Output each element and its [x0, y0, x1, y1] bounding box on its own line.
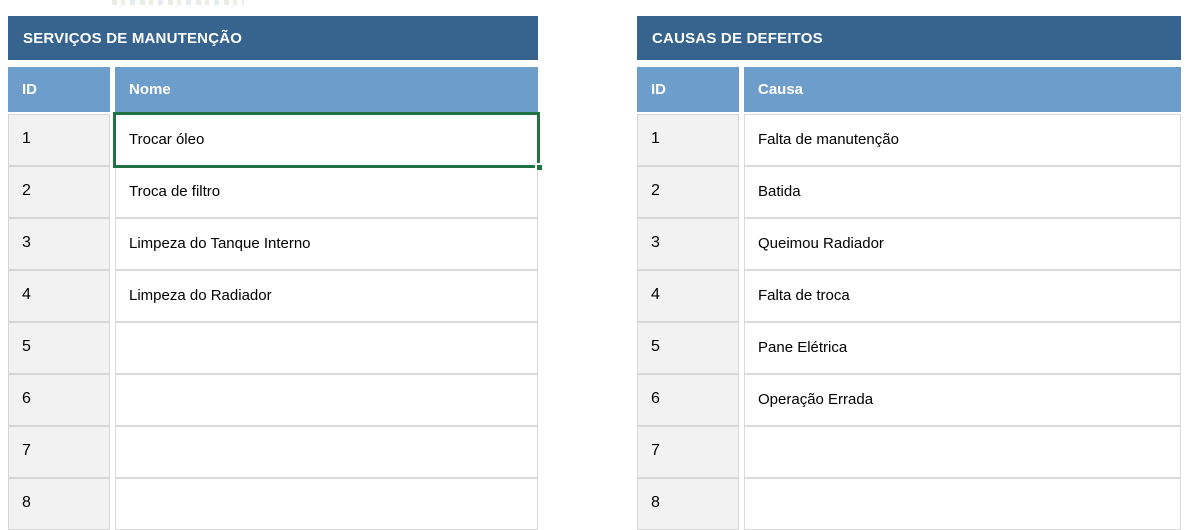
id-cell[interactable]: 7 [637, 426, 739, 478]
causes-table-header-row [637, 67, 1181, 112]
value-cell[interactable]: Batida [744, 166, 1181, 218]
id-cell[interactable]: 5 [637, 322, 739, 374]
value-cell[interactable]: Troca de filtro [115, 166, 538, 218]
id-cell[interactable]: 2 [8, 166, 110, 218]
value-cell[interactable]: Falta de manutenção [744, 114, 1181, 166]
table-row [637, 166, 1181, 218]
value-cell[interactable] [115, 426, 538, 478]
table-row [8, 166, 538, 218]
table-row [8, 114, 538, 166]
value-cell[interactable]: Queimou Radiador [744, 218, 1181, 270]
selected-cell[interactable] [115, 114, 538, 166]
value-cell[interactable]: Limpeza do Radiador [115, 270, 538, 322]
selection-fill-handle[interactable] [535, 163, 542, 170]
id-cell[interactable]: 5 [8, 322, 110, 374]
table-row [637, 114, 1181, 166]
table-row [8, 322, 538, 374]
id-cell[interactable]: 8 [8, 478, 110, 530]
table-row [8, 218, 538, 270]
table-row [8, 374, 538, 426]
clipped-text-remnant [112, 0, 244, 5]
services-table [8, 16, 538, 530]
causes-table [637, 16, 1181, 530]
services-table-header-row [8, 67, 538, 112]
table-row [637, 218, 1181, 270]
services-table-title[interactable]: SERVIÇOS DE MANUTENÇÃO [8, 16, 538, 60]
causes-table-rows [637, 114, 1181, 530]
value-cell[interactable]: Operação Errada [744, 374, 1181, 426]
value-cell[interactable]: Pane Elétrica [744, 322, 1181, 374]
table-row [637, 478, 1181, 530]
value-cell[interactable] [115, 322, 538, 374]
services-nome-column-header[interactable]: Nome [115, 67, 538, 112]
value-cell[interactable]: Limpeza do Tanque Interno [115, 218, 538, 270]
value-cell[interactable] [744, 426, 1181, 478]
table-row [637, 270, 1181, 322]
causes-id-column-header[interactable]: ID [637, 67, 739, 112]
id-cell[interactable]: 3 [637, 218, 739, 270]
id-cell[interactable]: 7 [8, 426, 110, 478]
value-cell[interactable] [115, 478, 538, 530]
table-row [8, 426, 538, 478]
table-row [8, 478, 538, 530]
id-cell[interactable]: 8 [637, 478, 739, 530]
table-row [637, 426, 1181, 478]
value-cell[interactable] [115, 374, 538, 426]
table-row [8, 270, 538, 322]
causes-causa-column-header[interactable]: Causa [744, 67, 1181, 112]
id-cell[interactable]: 3 [8, 218, 110, 270]
selected-cell-text: Trocar óleo [129, 130, 205, 148]
services-id-column-header[interactable]: ID [8, 67, 110, 112]
table-row [637, 374, 1181, 426]
id-cell[interactable]: 1 [8, 114, 110, 166]
id-cell[interactable]: 6 [637, 374, 739, 426]
causes-table-title[interactable]: CAUSAS DE DEFEITOS [637, 16, 1181, 60]
value-cell[interactable] [744, 478, 1181, 530]
services-table-rows [8, 114, 538, 530]
id-cell[interactable]: 2 [637, 166, 739, 218]
value-cell[interactable]: Falta de troca [744, 270, 1181, 322]
table-row [637, 322, 1181, 374]
id-cell[interactable]: 4 [637, 270, 739, 322]
id-cell[interactable]: 6 [8, 374, 110, 426]
id-cell[interactable]: 1 [637, 114, 739, 166]
id-cell[interactable]: 4 [8, 270, 110, 322]
